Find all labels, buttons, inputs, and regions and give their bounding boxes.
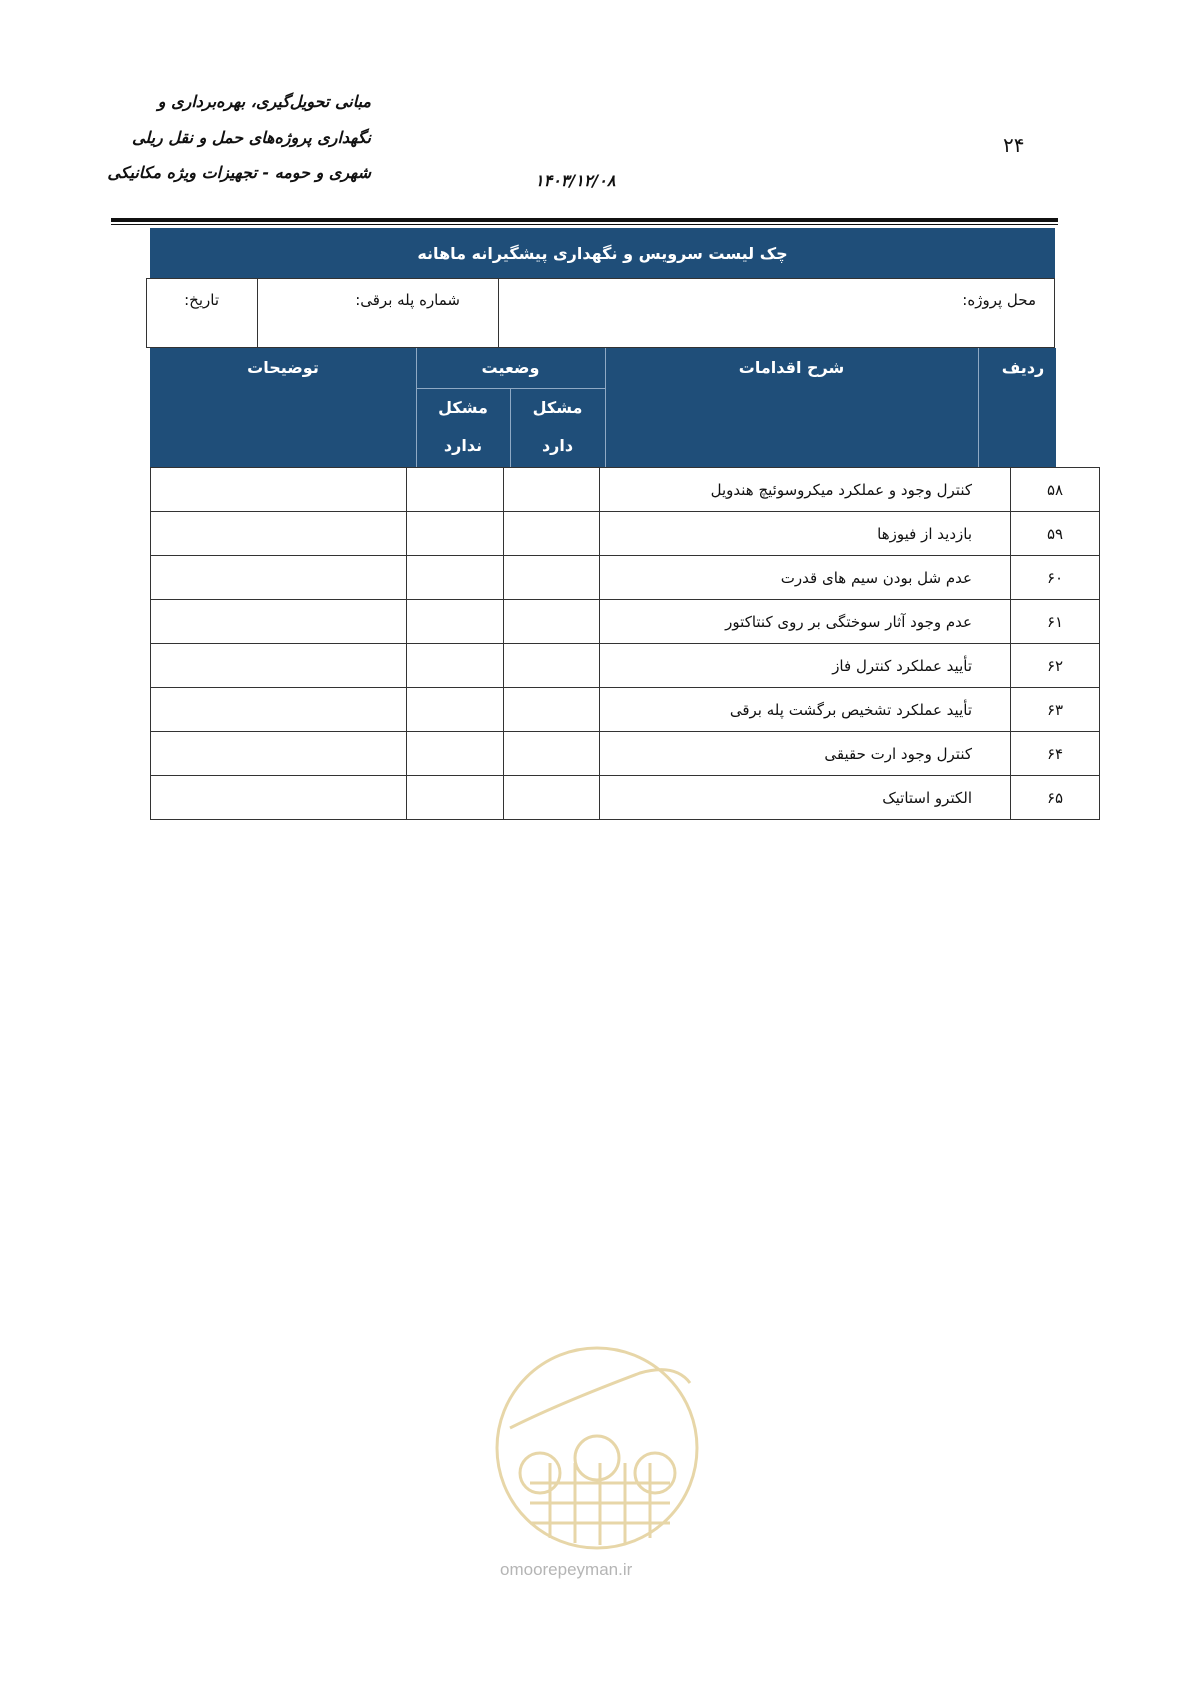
notes-cell[interactable]	[151, 644, 407, 688]
watermark-site: omoorepeyman.ir	[500, 1560, 633, 1579]
no-problem-cell[interactable]	[407, 776, 504, 820]
row-number: ۵۸	[1011, 468, 1100, 512]
col-header-has-problem-1: مشکل	[532, 398, 583, 417]
has-problem-cell[interactable]	[504, 688, 600, 732]
header-divider	[111, 218, 1058, 222]
table-row	[151, 556, 1100, 600]
form-info-row	[150, 278, 1055, 348]
has-problem-cell[interactable]	[504, 556, 600, 600]
row-number: ۶۱	[1011, 600, 1100, 644]
col-header-notes: توضیحات	[247, 358, 319, 377]
header-divider-thin	[111, 224, 1058, 225]
has-problem-cell[interactable]	[504, 512, 600, 556]
row-number: ۶۲	[1011, 644, 1100, 688]
escalator-number-label: شماره پله برقی:	[355, 291, 460, 309]
has-problem-cell[interactable]	[504, 644, 600, 688]
page-number: ۲۴	[1003, 133, 1025, 157]
no-problem-cell[interactable]	[407, 468, 504, 512]
col-header-no-problem-2: ندارد	[443, 436, 483, 455]
row-description: تأیید عملکرد تشخیص برگشت پله برقی	[600, 688, 1011, 732]
notes-cell[interactable]	[151, 600, 407, 644]
row-description: تأیید عملکرد کنترل فاز	[600, 644, 1011, 688]
escalator-number-cell[interactable]	[258, 279, 499, 348]
table-row	[151, 512, 1100, 556]
row-number: ۶۳	[1011, 688, 1100, 732]
table-row	[151, 468, 1100, 512]
notes-cell[interactable]	[151, 776, 407, 820]
header-line-2: نگهداری پروژه‌های حمل و نقل ریلی	[131, 128, 371, 147]
date-label: تاریخ:	[184, 291, 219, 309]
row-number: ۶۰	[1011, 556, 1100, 600]
table-row	[151, 732, 1100, 776]
has-problem-cell[interactable]	[504, 776, 600, 820]
notes-cell[interactable]	[151, 468, 407, 512]
col-header-has-problem-2: دارد	[541, 436, 574, 455]
checklist-table	[150, 467, 1100, 820]
no-problem-cell[interactable]	[407, 732, 504, 776]
row-number: ۵۹	[1011, 512, 1100, 556]
table-row	[151, 776, 1100, 820]
form-title: چک لیست سرویس و نگهداری پیشگیرانه ماهانه	[150, 228, 1055, 278]
document-date: ۱۴۰۳/۱۲/۰۸	[535, 171, 616, 190]
no-problem-cell[interactable]	[407, 556, 504, 600]
has-problem-cell[interactable]	[504, 468, 600, 512]
col-header-description: شرح اقدامات	[738, 358, 845, 377]
notes-cell[interactable]	[151, 732, 407, 776]
table-row	[151, 688, 1100, 732]
has-problem-cell[interactable]	[504, 732, 600, 776]
notes-cell[interactable]	[151, 512, 407, 556]
row-description: کنترل وجود ارت حقیقی	[600, 732, 1011, 776]
row-number: ۶۵	[1011, 776, 1100, 820]
notes-cell[interactable]	[151, 556, 407, 600]
no-problem-cell[interactable]	[407, 600, 504, 644]
no-problem-cell[interactable]	[407, 688, 504, 732]
row-description: بازدید از فیوزها	[600, 512, 1011, 556]
notes-cell[interactable]	[151, 688, 407, 732]
row-description: عدم وجود آثار سوختگی بر روی کنتاکتور	[600, 600, 1011, 644]
row-description: عدم شل بودن سیم های قدرت	[600, 556, 1011, 600]
col-header-status: وضعیت	[481, 358, 540, 377]
row-number: ۶۴	[1011, 732, 1100, 776]
omoorepeyman-logo-watermark	[490, 1333, 705, 1573]
project-location-cell[interactable]	[499, 279, 1055, 348]
row-description: کنترل وجود و عملکرد میکروسوئیچ هندویل	[600, 468, 1011, 512]
date-cell[interactable]	[147, 279, 258, 348]
project-location-label: محل پروژه:	[962, 291, 1036, 309]
table-row	[151, 644, 1100, 688]
table-header	[150, 348, 1056, 468]
table-row	[151, 600, 1100, 644]
col-header-no-problem-1: مشکل	[438, 398, 488, 417]
has-problem-cell[interactable]	[504, 600, 600, 644]
header-line-3: شهری و حومه - تجهیزات ویژه مکانیکی	[107, 163, 371, 182]
no-problem-cell[interactable]	[407, 644, 504, 688]
no-problem-cell[interactable]	[407, 512, 504, 556]
row-description: الکترو استاتیک	[600, 776, 1011, 820]
header-line-1: مبانی تحویل‌گیری، بهره‌برداری و	[157, 92, 371, 111]
col-header-row: ردیف	[1001, 358, 1045, 377]
